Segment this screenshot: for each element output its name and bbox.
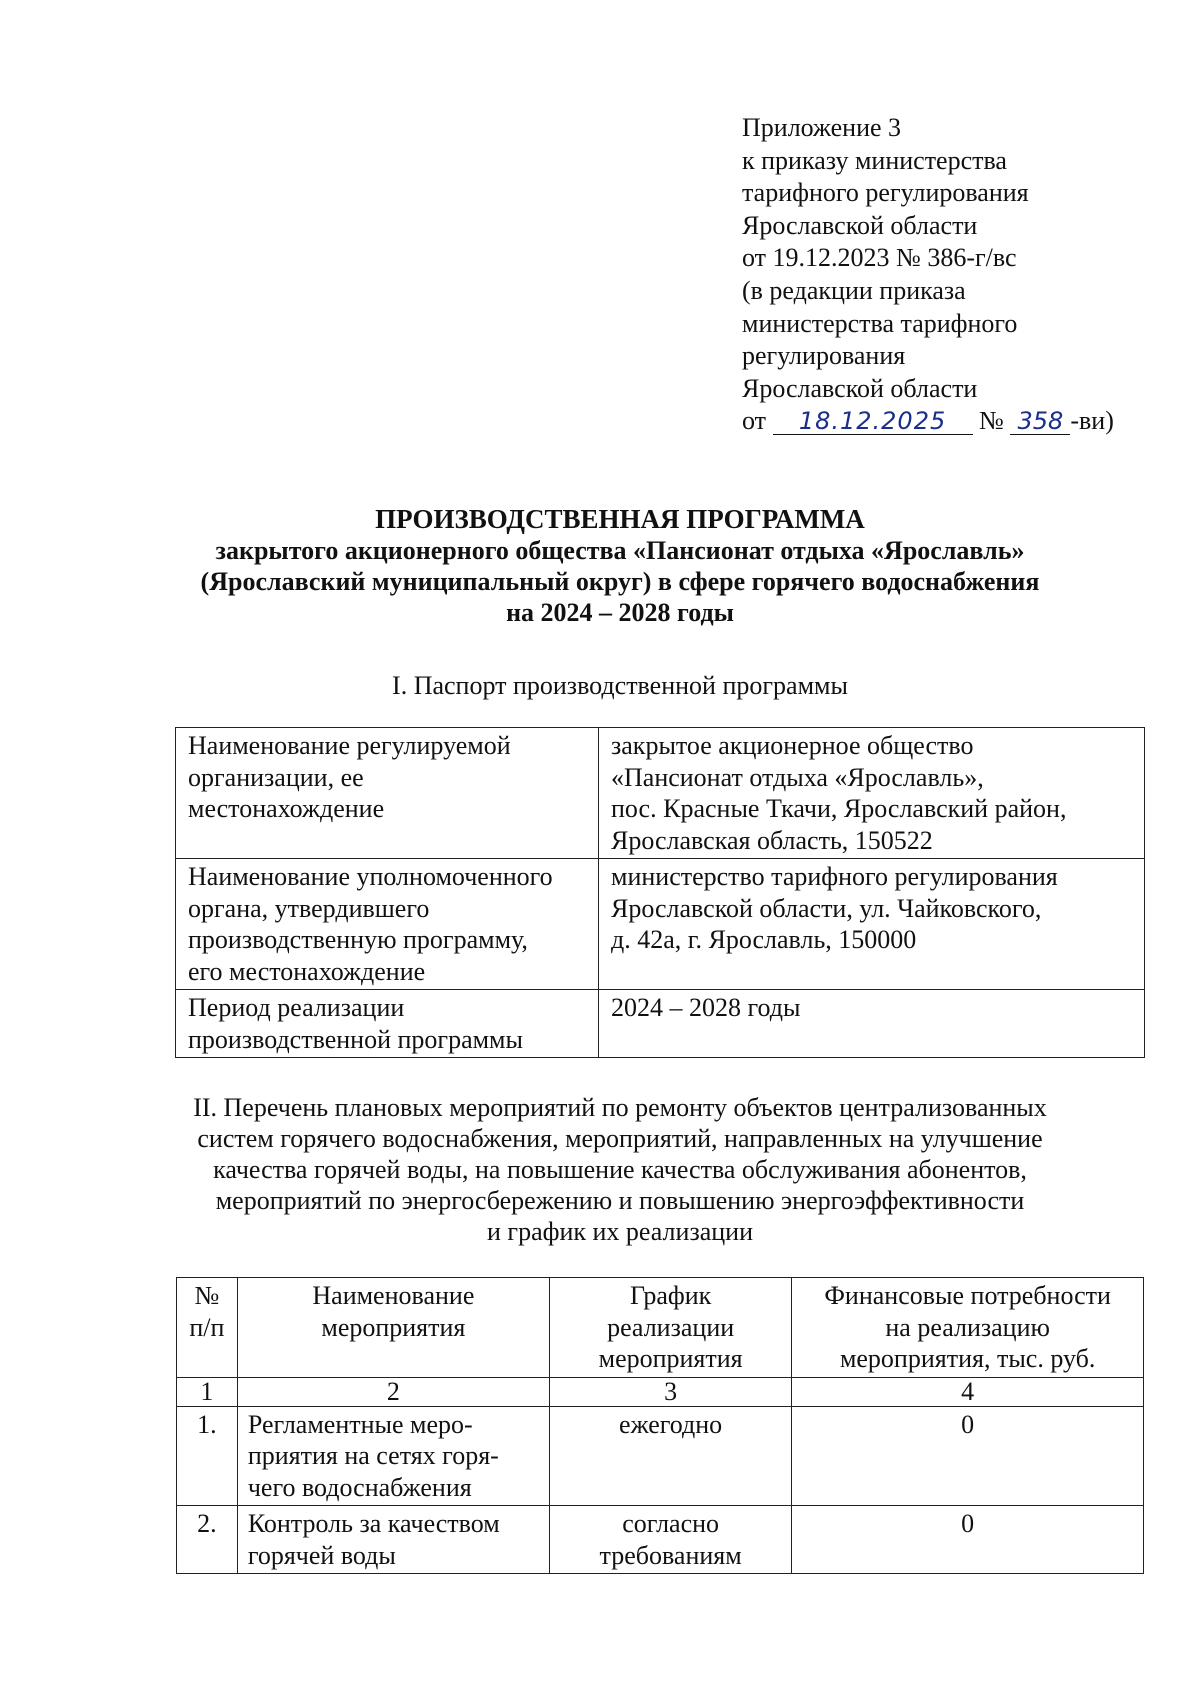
column-header [237, 1278, 549, 1378]
passport-label-cell [176, 728, 599, 859]
table-header-row [177, 1278, 1144, 1378]
cell-line: местонахождение [188, 794, 385, 823]
passport-table [175, 727, 1145, 1058]
measure-finance: 0 [792, 1506, 1144, 1574]
cell-line: организации, ее [188, 762, 364, 792]
column-number: 4 [792, 1377, 1144, 1406]
header-line: № [194, 1281, 220, 1310]
approval-line: Приложение 3 [742, 113, 902, 142]
cell-line: его местонахождение [188, 956, 426, 986]
table-row [176, 990, 1145, 1058]
cell-line: закрытое акционерное общество [611, 731, 974, 760]
header-line: п/п [189, 1312, 225, 1342]
header-line: мероприятия [598, 1344, 743, 1373]
approval-line: к приказу министерства [742, 145, 1007, 175]
cell-line: горячей воды [247, 1540, 396, 1570]
header-line: График [629, 1281, 712, 1310]
header-line: Финансовые потребности [824, 1281, 1111, 1310]
cell-line: Наименование регулируемой [188, 731, 511, 760]
approval-from-label: от [742, 406, 767, 436]
passport-value-cell [599, 859, 1145, 990]
column-header [792, 1278, 1144, 1378]
table-row [177, 1406, 1144, 1506]
section-1-heading: I. Паспорт производственной программы [392, 671, 848, 700]
heading-line: и график их реализации [487, 1217, 753, 1246]
cell-line: органа, утвердившего [188, 893, 430, 923]
cell-line: чего водоснабжения [247, 1472, 472, 1502]
section-2-heading [120, 1092, 1120, 1247]
heading-line: II. Перечень плановых мероприятий по ремонту объектов централизованных [193, 1093, 1047, 1122]
title-line: ПРОИЗВОДСТВЕННАЯ ПРОГРАММА [375, 504, 865, 534]
approval-number-label: № [979, 406, 1004, 436]
measure-finance: 0 [792, 1406, 1144, 1506]
cell-line: производственную программу, [188, 925, 528, 954]
approval-line: регулирования [742, 341, 906, 371]
header-line: мероприятия, тыс. руб. [839, 1344, 1096, 1373]
column-number: 1 [177, 1377, 238, 1406]
approval-number-suffix: -ви) [1070, 406, 1114, 436]
cell-line: Регламентные меро- [247, 1409, 473, 1439]
cell-line: министерство тарифного регулирования [611, 862, 1058, 891]
table-row [176, 728, 1145, 859]
measures-table [176, 1277, 1144, 1574]
approval-line: Ярославской области [742, 210, 978, 240]
title-line: (Ярославский муниципальный округ) в сфере горячего водоснабжения [200, 567, 1040, 596]
cell-line: д. 42а, г. Ярославль, 150000 [611, 925, 917, 954]
cell-line: Контроль за качеством [247, 1509, 500, 1538]
row-number: 2. [177, 1506, 238, 1574]
measure-schedule [549, 1406, 791, 1506]
title-line: на 2024 – 2028 годы [506, 598, 734, 627]
measure-name [237, 1506, 549, 1574]
measure-name [237, 1406, 549, 1506]
table-row [176, 859, 1145, 990]
passport-value-cell [599, 990, 1145, 1058]
approval-last-line [742, 405, 1162, 438]
cell-line: Ярославской области, ул. Чайковского, [611, 893, 1042, 923]
column-number: 2 [237, 1377, 549, 1406]
approval-line: министерства тарифного [742, 308, 1018, 338]
handwritten-date: 18.12.2025 [773, 408, 973, 435]
cell-line: 2024 – 2028 годы [611, 993, 801, 1022]
table-row [177, 1506, 1144, 1574]
approval-block [742, 112, 1162, 438]
header-line: на реализацию [885, 1312, 1050, 1342]
header-line: реализации [607, 1312, 735, 1342]
cell-line: Наименование уполномоченного [188, 862, 553, 891]
heading-line: мероприятий по энергосбережению и повышению энергоэффективности [215, 1186, 1025, 1215]
approval-line: Ярославской области [742, 373, 978, 403]
heading-line: качества горячей воды, на повышение качества обслуживания абонентов, [213, 1155, 1027, 1184]
row-number: 1. [177, 1406, 238, 1506]
column-number: 3 [549, 1377, 791, 1406]
cell-line: согласно [622, 1509, 720, 1538]
passport-label-cell [176, 859, 599, 990]
column-number-row [177, 1377, 1144, 1406]
cell-line: приятия на сетях горя- [247, 1441, 499, 1470]
cell-line: Ярославская область, 150522 [611, 825, 933, 855]
header-line: Наименование [312, 1281, 475, 1310]
document-title [120, 504, 1120, 628]
cell-line: «Пансионат отдыха «Ярославль», [611, 762, 984, 792]
cell-line: пос. Красные Ткачи, Ярославский район, [611, 794, 1067, 823]
header-line: мероприятия [321, 1312, 466, 1342]
cell-line: требованиям [599, 1540, 742, 1570]
title-line: закрытого акционерного общества «Пансионат отдыха «Ярославль» [215, 536, 1025, 565]
approval-line: (в редакции приказа [742, 275, 966, 305]
cell-line: производственной программы [188, 1024, 523, 1054]
column-header [177, 1278, 238, 1378]
measure-schedule [549, 1506, 791, 1574]
handwritten-number: 358 [1010, 408, 1070, 435]
approval-line: от 19.12.2023 № 386-г/вс [742, 243, 1017, 273]
column-header [549, 1278, 791, 1378]
passport-value-cell [599, 728, 1145, 859]
cell-line: ежегодно [619, 1409, 723, 1439]
cell-line: Период реализации [188, 993, 405, 1022]
heading-line: систем горячего водоснабжения, мероприятий, направленных на улучшение [197, 1124, 1043, 1153]
approval-line: тарифного регулирования [742, 178, 1029, 208]
passport-label-cell [176, 990, 599, 1058]
